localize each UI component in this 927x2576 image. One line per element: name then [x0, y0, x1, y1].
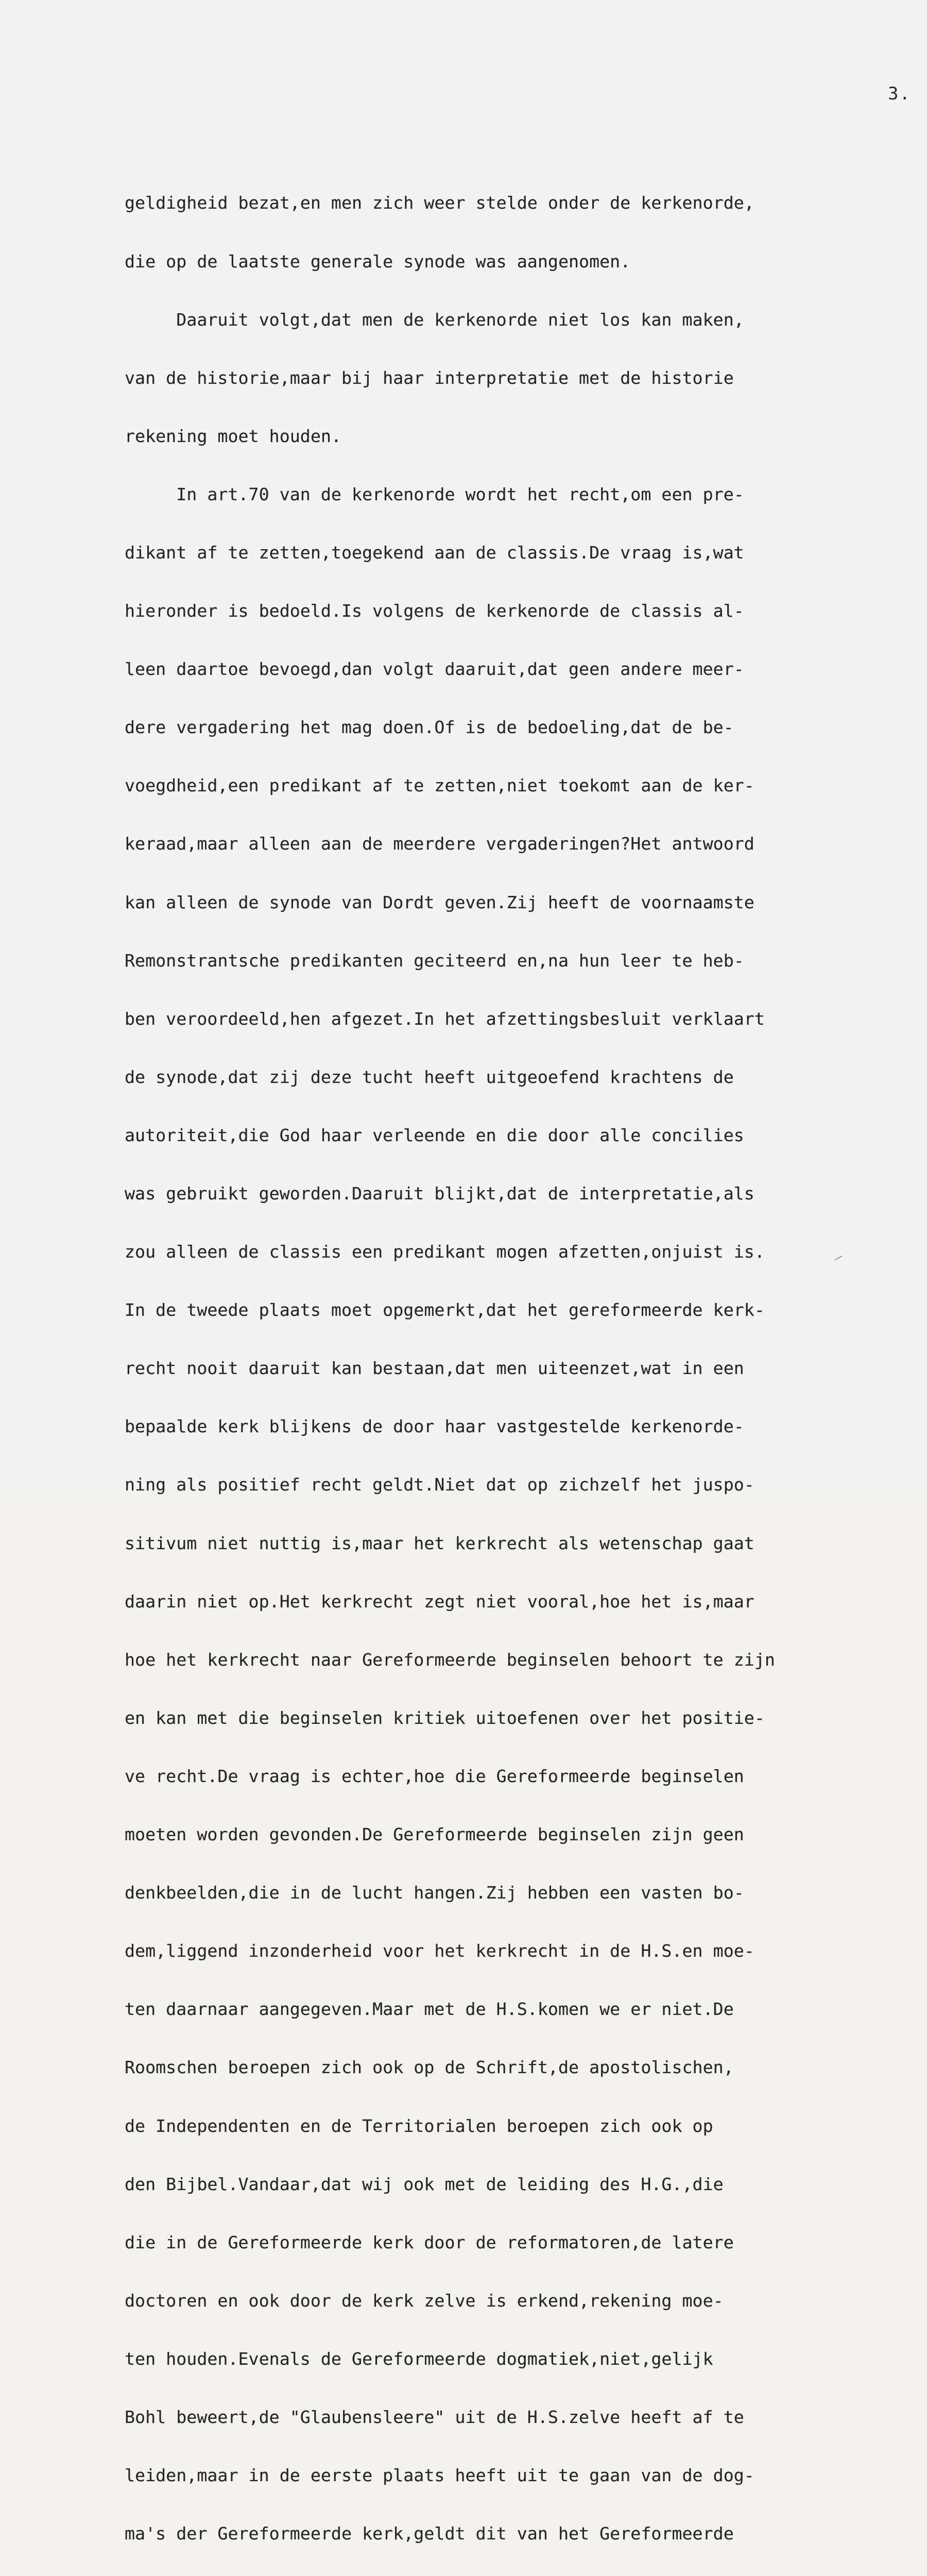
text-line: ma's der Gereformeerde kerk,geldt dit van het Gereformeerde — [125, 2523, 734, 2544]
text-line: bepaalde kerk blijkens de door haar vastgestelde kerkenorde- — [125, 1416, 744, 1437]
text-line: rekening moet houden. — [125, 426, 341, 446]
text-line: den Bijbel.Vandaar,dat wij ook met de leiding des H.G.,die — [125, 2174, 724, 2194]
text-line: ten houden.Evenals de Gereformeerde dogmatiek,niet,gelijk — [125, 2348, 713, 2369]
text-line: dikant af te zetten,toegekend aan de classis.De vraag is,wat — [125, 542, 744, 563]
text-line: van de historie,maar bij haar interpretatie met de historie — [125, 367, 734, 388]
text-line: Roomschen beroepen zich ook op de Schrift,de apostolischen, — [125, 2057, 734, 2078]
text-line: hieronder is bedoeld.Is volgens de kerkenorde de classis al- — [125, 601, 744, 621]
text-line: de Independenten en de Territorialen beroepen zich ook op — [125, 2115, 713, 2136]
text-line: hoe het kerkrecht naar Gereformeerde beginselen behoort te zijn — [125, 1649, 775, 1670]
page-number: 3. — [888, 83, 911, 104]
text-line: Remonstrantsche predikanten geciteerd en,na hun leer te heb- — [125, 950, 744, 971]
text-line: In art.70 van de kerkenorde wordt het recht,om een pre- — [125, 484, 744, 504]
text-line: recht nooit daaruit kan bestaan,dat men uiteenzet,wat in een — [125, 1358, 744, 1379]
text-line: sitivum niet nuttig is,maar het kerkrecht als wetenschap gaat — [125, 1533, 754, 1553]
text-line: dem,liggend inzonderheid voor het kerkrecht in de H.S.en moe- — [125, 1941, 754, 1961]
text-line: dere vergadering het mag doen.Of is de bedoeling,dat de be- — [125, 717, 734, 738]
text-line: doctoren en ook door de kerk zelve is erkend,rekening moe- — [125, 2290, 724, 2311]
text-line: Daaruit volgt,dat men de kerkenorde niet los kan maken, — [125, 309, 744, 330]
text-line: zou alleen de classis een predikant mogen afzetten,onjuist is. — [125, 1242, 765, 1262]
typed-text-body — [125, 155, 927, 2576]
text-line: keraad,maar alleen aan de meerdere vergaderingen?Het antwoord — [125, 834, 754, 854]
text-line: was gebruikt geworden.Daaruit blijkt,dat de interpretatie,als — [125, 1183, 754, 1204]
text-line: die op de laatste generale synode was aangenomen. — [125, 251, 631, 272]
text-line: ve recht.De vraag is echter,hoe die Gereformeerde beginselen — [125, 1766, 744, 1786]
text-line: autoriteit,die God haar verleende en die door alle concilies — [125, 1125, 744, 1145]
text-line: leiden,maar in de eerste plaats heeft uit te gaan van de dog- — [125, 2465, 754, 2486]
text-line: ben veroordeeld,hen afgezet.In het afzettingsbesluit verklaart — [125, 1008, 765, 1029]
text-line: ten daarnaar aangegeven.Maar met de H.S.komen we er niet.De — [125, 1999, 734, 2020]
text-line: de synode,dat zij deze tucht heeft uitgeoefend krachtens de — [125, 1066, 734, 1087]
text-line: daarin niet op.Het kerkrecht zegt niet vooral,hoe het is,maar — [125, 1591, 754, 1612]
text-line: geldigheid bezat,en men zich weer stelde onder de kerkenorde, — [125, 193, 754, 213]
stray-pen-mark: ⁄ — [834, 1253, 842, 1264]
text-line: kan alleen de synode van Dordt geven.Zij heeft de voornaamste — [125, 892, 754, 912]
text-line: ning als positief recht geldt.Niet dat op zichzelf het juspo- — [125, 1475, 754, 1495]
text-line: leen daartoe bevoegd,dan volgt daaruit,dat geen andere meer- — [125, 659, 744, 680]
text-line: denkbeelden,die in de lucht hangen.Zij hebben een vasten bo- — [125, 1883, 744, 1903]
text-line: die in de Gereformeerde kerk door de reformatoren,de latere — [125, 2232, 734, 2252]
text-line: en kan met die beginselen kritiek uitoefenen over het positie- — [125, 1707, 765, 1728]
text-line: voegdheid,een predikant af te zetten,niet toekomt aan de ker- — [125, 775, 754, 796]
text-line: moeten worden gevonden.De Gereformeerde beginselen zijn geen — [125, 1824, 744, 1845]
text-line: Bohl beweert,de "Glaubensleere" uit de H.S.zelve heeft af te — [125, 2406, 744, 2427]
text-line: In de tweede plaats moet opgemerkt,dat het gereformeerde kerk- — [125, 1300, 765, 1320]
